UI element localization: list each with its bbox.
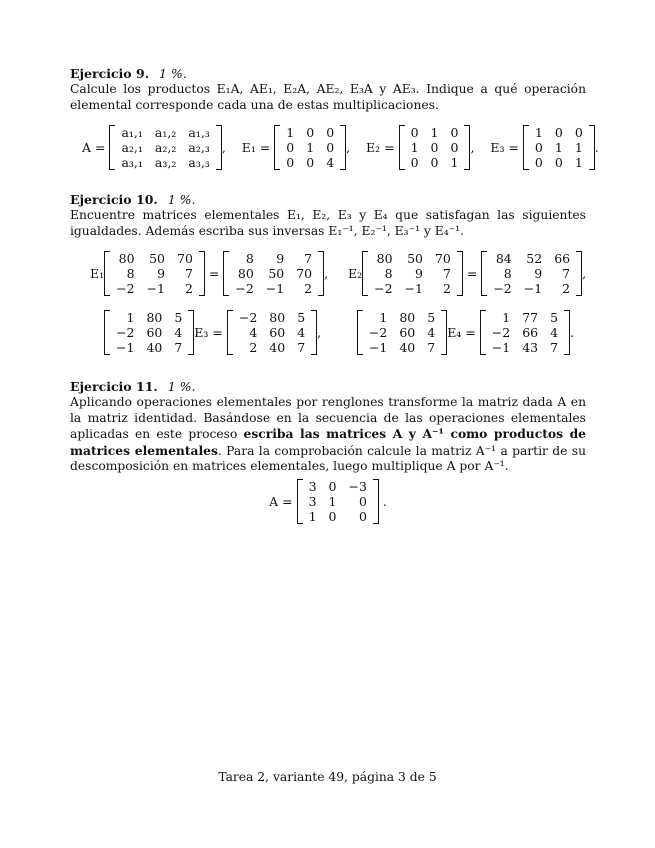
matrix-entry: −2 [374, 281, 393, 296]
matrix-entry: 0 [450, 125, 459, 140]
matrix-entry: 5 [297, 310, 306, 325]
matrix-entry: 2 [249, 340, 258, 355]
matrix-row [529, 155, 589, 170]
matrix-A-label: A = [82, 140, 106, 155]
matrix-row [115, 140, 215, 155]
matrix-entry: 1 [430, 125, 439, 140]
eq3-right-matrix [227, 310, 317, 355]
matrix-row [229, 266, 318, 281]
matrix-entry: 7 [297, 340, 306, 355]
matrix-entry: 1 [450, 155, 459, 170]
matrix-entry: a₂,₁ [121, 140, 143, 155]
matrix-entry: −1 [116, 340, 135, 355]
matrix-entry: 1 [574, 155, 583, 170]
matrix-row [363, 325, 441, 340]
matrix-entry: 2 [184, 281, 193, 296]
matrix-body [368, 251, 457, 296]
matrix-entry: 7 [550, 340, 559, 355]
matrix-row [303, 479, 373, 494]
matrix-entry: −1 [146, 281, 166, 296]
exercise-11-weight: 1 %. [167, 379, 196, 394]
matrix-entry: 50 [268, 266, 285, 281]
matrix-E2-label: E₂ = [366, 140, 395, 155]
matrix-row [368, 266, 457, 281]
matrix-row [405, 125, 465, 140]
eq2-right-matrix [481, 251, 582, 296]
matrix-entry: 1 [286, 125, 295, 140]
matrix-entry: −1 [523, 281, 543, 296]
eq3-left-matrix [104, 310, 194, 355]
matrix-entry: 3 [308, 478, 317, 494]
matrix-entry: 0 [574, 125, 583, 140]
matrix-entry: 0 [286, 140, 295, 155]
matrix-row [529, 125, 589, 140]
equation-row-1: E₁ 80 50 70 8 9 7 −2 −1 2 = 8 9 7 80 50 70 −2 −1 2 , E₂ 80 50 70 8 9 7 −2 −1 2 = 84 52 66 8 9 7 −2 −1 2 , [90, 251, 587, 296]
matrix-row [110, 340, 188, 355]
eq4-left-matrix [357, 310, 447, 355]
matrix-row [363, 310, 441, 325]
matrix-entry: a₁,₃ [188, 125, 210, 140]
eq4-E4-label: E₄ [447, 325, 462, 340]
matrix-entry: 43 [522, 340, 539, 355]
eq2-left-matrix [362, 251, 463, 296]
exercise-11-text-b: . Para la comprobación calcule la matriz A⁻¹ a partir de su descomposición en matrices elementales, luego multiplique A por A⁻¹. [70, 443, 586, 473]
matrix-entry: 9 [415, 266, 423, 281]
matrix-row [487, 281, 576, 296]
matrix-entry: 40 [146, 340, 163, 355]
matrix-row [529, 140, 589, 155]
matrix-entry: 7 [174, 340, 183, 355]
eq1-E1-label: E₁ [90, 266, 105, 281]
matrix-entry: 60 [399, 325, 416, 340]
matrix-entry: 0 [326, 140, 335, 155]
matrix-entry: 70 [434, 251, 451, 266]
matrix-entry: 8 [503, 266, 512, 281]
matrix-entry: 1 [308, 508, 317, 524]
matrix-entry: 0 [328, 508, 337, 524]
matrix-row [486, 340, 564, 355]
matrix-row [115, 155, 215, 170]
matrix-entry: 1 [379, 310, 388, 325]
matrix-body [405, 125, 465, 170]
matrix-entry: 1 [574, 140, 583, 155]
exercise-9-text: Calcule los productos E₁A, AE₁, E₂A, AE₂, E₃A y AE₃. Indique a qué operación elemental corresponde cada una de estas multiplicaciones. [70, 82, 586, 112]
matrix-entry: 52 [526, 251, 543, 266]
matrix-entry: 7 [427, 340, 436, 355]
exercise-9-title: Ejercicio 9. [70, 66, 150, 81]
matrix-entry: a₃,₁ [121, 155, 143, 170]
matrix-entry: −1 [404, 281, 423, 296]
matrix-body [110, 251, 199, 296]
matrix-entry: 0 [358, 493, 367, 509]
matrix-entry: 0 [430, 140, 439, 155]
matrix-entry: a₃,₃ [188, 155, 210, 170]
matrix-entry: a₁,₂ [154, 125, 177, 140]
matrix-row [233, 310, 311, 325]
matrix-row [110, 266, 199, 281]
matrix-entry: 1 [126, 310, 135, 325]
matrix-entry: 40 [269, 340, 286, 355]
matrix-entry: 4 [550, 325, 559, 340]
matrix-A11 [297, 479, 379, 524]
matrix-row [233, 340, 311, 355]
matrix-entry: 3 [308, 493, 317, 509]
matrix-row [110, 325, 188, 340]
matrix-A [109, 125, 221, 170]
exercise-11-text-a: Aplicando operaciones elementales por renglones transforme la matriz dada A en la matriz identidad. Basándose en la secuencia de las operaciones elementales aplicadas en este proceso [70, 395, 586, 441]
matrix-entry: 4 [297, 325, 306, 340]
matrix-entry: 50 [407, 251, 423, 266]
eq1-right-matrix [223, 251, 324, 296]
matrix-entry: 0 [306, 155, 315, 170]
matrix-entry: 1 [534, 125, 543, 140]
exercise-9-heading [70, 66, 586, 82]
matrix-entry: −2 [116, 281, 135, 296]
matrix-entry: 9 [534, 266, 543, 281]
exercise-11-heading [70, 379, 586, 395]
matrix-entry: 0 [306, 125, 315, 140]
matrix-entry: 7 [562, 266, 571, 281]
matrix-row [303, 509, 373, 524]
matrix-body [487, 251, 576, 296]
matrix-entry: a₃,₂ [154, 155, 177, 170]
matrix-entry: 60 [146, 325, 163, 340]
matrix-row [303, 494, 373, 509]
matrix-row [486, 310, 564, 325]
matrix-row [487, 266, 576, 281]
matrix-entry: 0 [286, 155, 295, 170]
matrix-row [280, 155, 340, 170]
matrix-row [486, 325, 564, 340]
matrix-E3-label: E₃ = [490, 140, 519, 155]
matrix-row [405, 140, 465, 155]
exercise-11 [70, 379, 586, 524]
exercise-9-matrices: A = a₁,₁ a₁,₂ a₁,₃ a₂,₁ a₂,₂ a₂,₃ a₃,₁ a₃,₂ a₃,₃ , E₁ = 1 0 0 0 1 0 0 0 4 , E₂ = 0 1 0 1 0 0 0 0 1 , E₃ = 1 0 0 0 1 1 0 0 1 . [82, 125, 599, 170]
matrix-entry: 0 [358, 508, 367, 524]
matrix-body [115, 125, 215, 170]
matrix-entry: 0 [554, 155, 563, 170]
matrix-entry: 70 [177, 251, 193, 266]
matrix-entry: 0 [450, 140, 459, 155]
matrix-entry: −2 [235, 281, 254, 296]
matrix-entry: 0 [534, 155, 543, 170]
matrix-entry: a₁,₁ [121, 125, 143, 140]
matrix-entry: 66 [522, 325, 539, 340]
matrix-row [368, 281, 457, 296]
matrix-entry: 2 [562, 281, 571, 296]
matrix-row [280, 140, 340, 155]
matrix-entry: 7 [184, 266, 193, 281]
eq2-E2-label: E₂ [347, 266, 363, 281]
matrix-entry: 1 [306, 140, 315, 155]
matrix-row [110, 310, 188, 325]
matrix-E1-label: E₁ = [241, 140, 271, 155]
matrix-entry: 4 [249, 325, 258, 340]
matrix-entry: 4 [326, 155, 335, 170]
matrix-body [110, 310, 188, 355]
matrix-body [529, 125, 589, 170]
matrix-entry: a₂,₂ [154, 140, 177, 155]
matrix-entry: 77 [522, 310, 539, 325]
matrix-row [229, 281, 318, 296]
matrix-row [405, 155, 465, 170]
eq1-left-matrix [104, 251, 205, 296]
exercise-9 [70, 66, 599, 170]
matrix-E3 [523, 125, 595, 170]
matrix-row [280, 125, 340, 140]
matrix-entry: 80 [269, 310, 286, 325]
equation-row-2: 1 80 5 −2 60 4 −1 40 7 E₃ = −2 80 5 4 60 4 2 40 7 , 1 80 5 −2 60 4 −1 40 7 E₄ = 1 77 5 −2 66 4 −1 43 7 . [104, 310, 586, 355]
matrix-body [486, 310, 564, 355]
matrix-entry: 8 [245, 251, 254, 266]
matrix-entry: 80 [399, 310, 416, 325]
matrix-entry: 0 [534, 140, 543, 155]
exercise-11-text-bold: escriba las matrices A y A⁻¹ como productos de matrices elementales [70, 426, 586, 458]
exercise-10-weight: 1 %. [167, 192, 196, 207]
matrix-entry: 0 [410, 155, 419, 170]
matrix-entry: 7 [304, 251, 313, 266]
matrix-entry: 0 [410, 125, 419, 140]
matrix-row [229, 251, 318, 266]
matrix-entry: 80 [118, 251, 135, 266]
matrix-entry: 1 [554, 140, 563, 155]
matrix-entry: −2 [116, 325, 135, 340]
page-footer: Tarea 2, variante 49, página 3 de 5 [218, 770, 437, 784]
matrix-body [280, 125, 340, 170]
matrix-entry: 40 [399, 340, 416, 355]
matrix-entry: −1 [265, 281, 285, 296]
matrix-entry: 0 [430, 155, 439, 170]
matrix-entry: 0 [326, 125, 335, 140]
matrix-A11-label: A = [269, 493, 293, 509]
matrix-entry: −2 [493, 281, 512, 296]
exercise-10 [70, 192, 586, 355]
matrix-row [363, 340, 441, 355]
matrix-row [115, 125, 215, 140]
matrix-entry: 0 [554, 125, 563, 140]
matrix-E1 [274, 125, 346, 170]
page-content [70, 66, 599, 524]
exercise-11-text [70, 395, 586, 475]
matrix-entry: −2 [368, 325, 388, 340]
matrix-entry: 1 [502, 310, 511, 325]
eq3-E3-label: E₃ [194, 325, 209, 340]
matrix-body [233, 310, 311, 355]
matrix-entry: 1 [328, 493, 337, 509]
matrix-E2 [399, 125, 471, 170]
matrix-entry: 84 [495, 251, 512, 266]
matrix-entry: 50 [149, 251, 166, 266]
matrix-entry: 5 [427, 310, 436, 325]
matrix-entry: 60 [269, 325, 286, 340]
matrix-row [110, 281, 199, 296]
matrix-entry: −2 [238, 310, 258, 325]
matrix-row [368, 251, 457, 266]
matrix-body [303, 479, 373, 524]
exercise-9-weight: 1 %. [159, 66, 187, 81]
exercise-10-heading [70, 192, 586, 208]
matrix-entry: 70 [296, 266, 313, 281]
matrix-entry: 7 [442, 266, 451, 281]
matrix-entry: 2 [304, 281, 313, 296]
matrix-entry: 8 [384, 266, 393, 281]
matrix-row [487, 251, 576, 266]
matrix-entry: 1 [410, 140, 419, 155]
matrix-entry: 80 [146, 310, 163, 325]
matrix-entry: 5 [174, 310, 183, 325]
matrix-entry: 4 [174, 325, 183, 340]
matrix-row [233, 325, 311, 340]
matrix-entry: a₂,₃ [188, 140, 210, 155]
matrix-entry: 0 [328, 478, 337, 494]
eq4-right-matrix [480, 310, 570, 355]
matrix-entry: 66 [554, 251, 571, 266]
exercise-11-title: Ejercicio 11. [70, 379, 158, 394]
matrix-entry: 5 [550, 310, 559, 325]
matrix-entry: 80 [376, 251, 393, 266]
matrix-entry: −1 [491, 340, 511, 355]
matrix-body [363, 310, 441, 355]
matrix-entry: 4 [427, 325, 436, 340]
matrix-entry: 2 [442, 281, 451, 296]
matrix-entry: 9 [276, 251, 285, 266]
exercise-10-title: Ejercicio 10. [70, 192, 158, 207]
matrix-body [229, 251, 318, 296]
matrix-entry: −3 [348, 478, 367, 494]
exercise-10-text: Encuentre matrices elementales E₁, E₂, E₃ y E₄ que satisfagan las siguientes igualdades. Además escriba sus inversas E₁⁻¹, E₂⁻¹, E₃⁻¹ y E₄⁻¹. [70, 208, 586, 238]
matrix-row [110, 251, 199, 266]
matrix-entry: 8 [126, 266, 135, 281]
matrix-entry: −2 [491, 325, 511, 340]
exercise-11-matrix-row: A = 3 0 −3 3 1 0 1 0 0 . [269, 478, 387, 524]
matrix-entry: −1 [368, 340, 388, 355]
matrix-entry: 9 [157, 266, 166, 281]
matrix-entry: 80 [237, 266, 254, 281]
